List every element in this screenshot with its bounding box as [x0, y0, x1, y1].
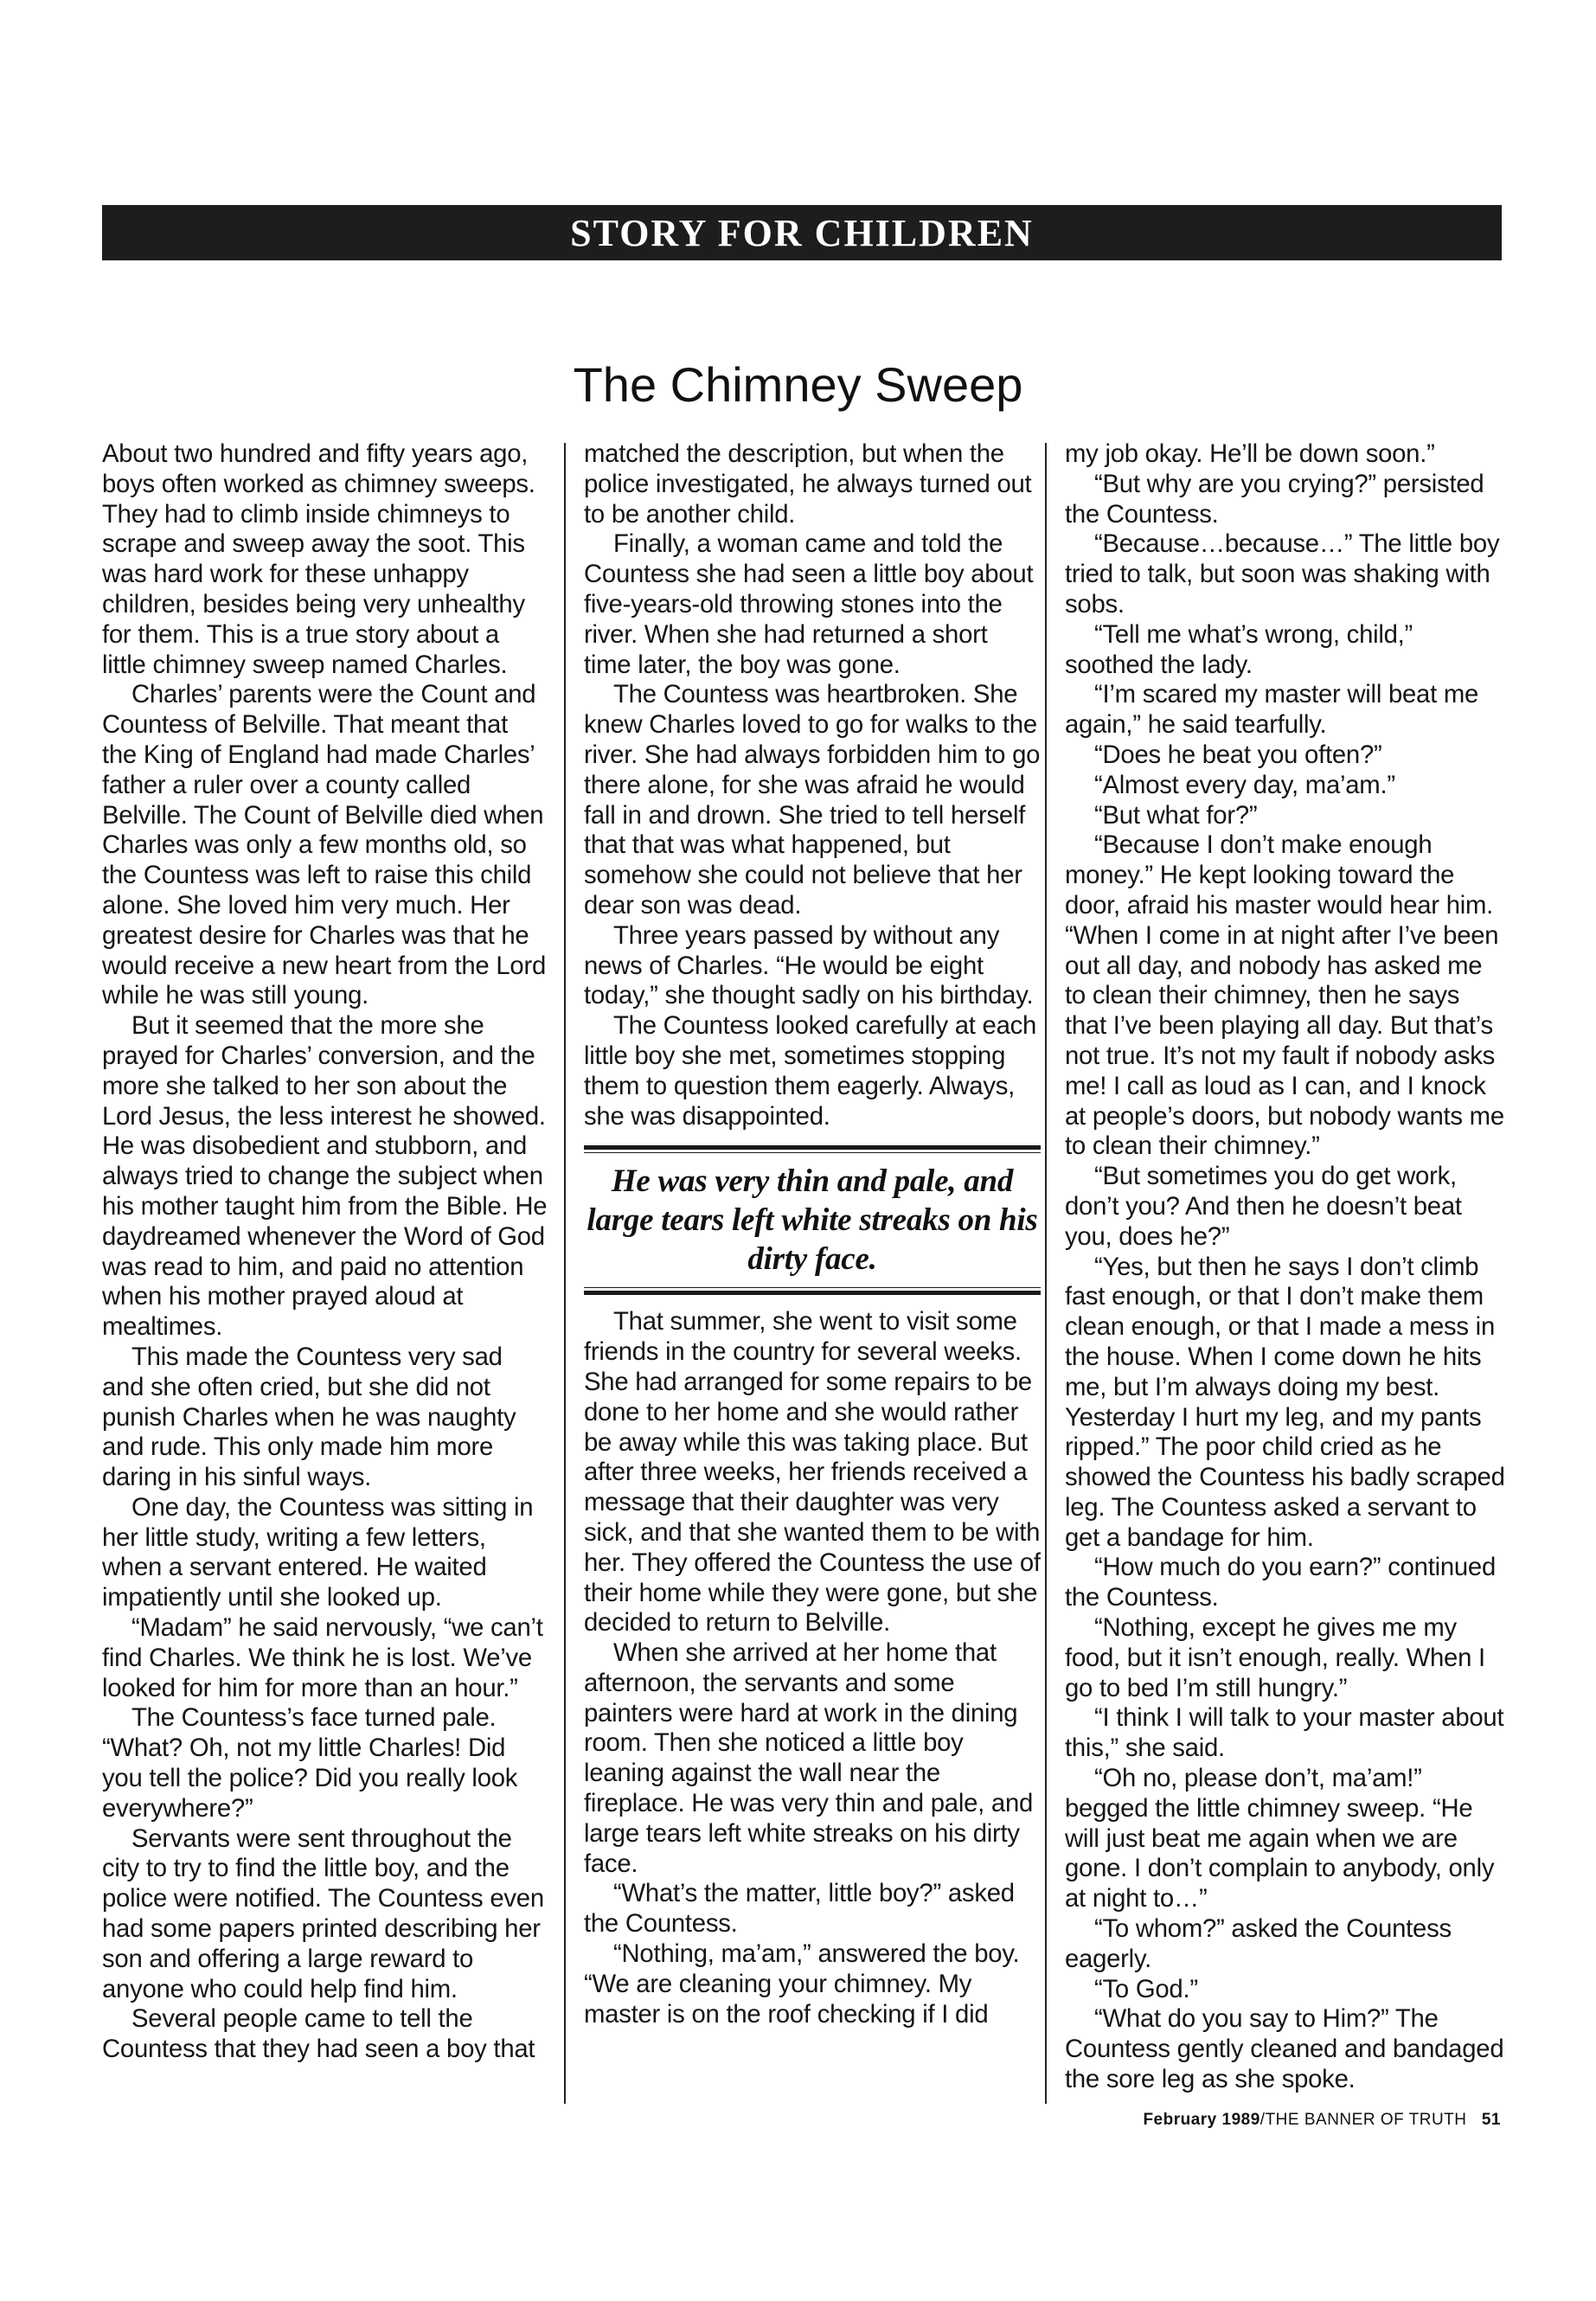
- column-2: [584, 439, 1041, 2111]
- paragraph: “But why are you crying?” persisted the Countess.: [1065, 469, 1484, 529]
- paragraph: “Does he beat you often?”: [1094, 740, 1382, 769]
- paragraph: “I’m scared my master will beat me again,” he said tearfully.: [1065, 680, 1479, 740]
- paragraph: “I think I will talk to your master about this,” she said.: [1065, 1703, 1504, 1763]
- paragraph: “To whom?” asked the Countess eagerly.: [1065, 1914, 1452, 1973]
- paragraph: “Because…because…” The little boy tried to talk, but soon was shaking with sobs.: [1065, 529, 1500, 619]
- column-divider: [564, 443, 566, 2104]
- column-3: [1065, 439, 1506, 2111]
- paragraph: Several people came to tell the Countess that they had seen a boy that: [102, 2004, 535, 2064]
- paragraph: Servants were sent throughout the city to try to find the little boy, and the police were notified. The Countess even had some papers printed describing her son and offering a large reward to anyone who could help find him.: [102, 1823, 544, 2003]
- page-footer: [1143, 2111, 1501, 2130]
- paragraph: “What’s the matter, little boy?” asked the Countess.: [584, 1879, 1015, 1939]
- column-1: [102, 439, 548, 2111]
- paragraph: The Countess’s face turned pale. “What? Oh, not my little Charles! Did you tell the police? Did you really look everywhere?”: [102, 1703, 518, 1823]
- footer-publication: /THE BANNER OF TRUTH: [1259, 2111, 1467, 2129]
- column-divider: [1045, 443, 1047, 2104]
- paragraph: “Oh no, please don’t, ma’am!” begged the little chimney sweep. “He will just beat me again when we are gone. I don’t complain to anybody, only at night to…”: [1065, 1764, 1495, 1913]
- paragraph: That summer, she went to visit some friends in the country for several weeks. She had arranged for some repairs to be done to her home and she would rather be away while this was taking place. But after three weeks, her friends received a message that their daughter was very sick, and that she wanted them to be with her. They offered the Countess the use of their home while they were gone, but she decided to return to Belville.: [584, 1307, 1041, 1638]
- page-number: 51: [1481, 2111, 1501, 2129]
- section-heading: STORY FOR CHILDREN: [570, 211, 1034, 254]
- paragraph: One day, the Countess was sitting in her little study, writing a few letters, when a servant entered. He waited impatiently until she looked up.: [102, 1492, 534, 1612]
- paragraph: “Madam” he said nervously, “we can’t find Charles. We think he is lost. We’ve looked for him for more than an hour.”: [102, 1613, 543, 1702]
- paragraph: The Countess was heartbroken. She knew Charles loved to go for walks to the river. She had always forbidden him to go there alone, for she was afraid he would fall in and drown. She tried to tell herself that that was what happened, but somehow she could not believe that her dear son was dead.: [584, 680, 1041, 920]
- paragraph: “To God.”: [1094, 1974, 1198, 2003]
- paragraph: “Nothing, except he gives me my food, but it isn’t enough, really. When I go to bed I’m still hungry.”: [1065, 1613, 1485, 1702]
- footer-date: February 1989: [1143, 2111, 1260, 2129]
- paragraph: But it seemed that the more she prayed for Charles’ conversion, and the more she talked to her son about the Lord Jesus, the less interest he showed. He was disobedient and stubborn, and always tried to change the subject when his mother taught him from the Bible. He daydreamed whenever the Word of God was read to him, and paid no attention when his mother prayed aloud at mealtimes.: [102, 1011, 548, 1342]
- paragraph: “How much do you earn?” continued the Countess.: [1065, 1553, 1497, 1612]
- paragraph: Finally, a woman came and told the Countess she had seen a little boy about five-years-old throwing stones into the river. When she had returned a short time later, the boy was gone.: [584, 529, 1034, 679]
- paragraph: my job okay. He’ll be down soon.”: [1065, 439, 1435, 468]
- paragraph: “Yes, but then he says I don’t climb fast enough, or that I don’t make them clean enough, or that I made a mess in the house. When I come down he hits me, but I’m always doing my best. Yesterday I hurt my leg, and my pants ripped.” The poor child cried as he showed the Countess his badly scraped leg. The Countess asked a servant to get a bandage for him.: [1065, 1252, 1505, 1552]
- pull-quote: He was very thin and pale, and large tears left white streaks on his dirty face.: [584, 1145, 1041, 1295]
- paragraph: “What do you say to Him?” The Countess gently cleaned and bandaged the sore leg as she spoke.: [1065, 2004, 1504, 2094]
- paragraph: Three years passed by without any news of Charles. “He would be eight today,” she thought sadly on his birthday.: [584, 920, 1034, 1010]
- paragraph: “But what for?”: [1094, 800, 1258, 830]
- paragraph: “Almost every day, ma’am.”: [1094, 770, 1395, 799]
- paragraph: “Nothing, ma’am,” answered the boy. “We are cleaning your chimney. My master is on the roof checking if I did: [584, 1939, 1020, 2029]
- paragraph: When she arrived at her home that afternoon, the servants and some painters were hard at work in the dining room. Then she noticed a little boy leaning against the wall near the fireplace. He was very thin and pale, and large tears left white streaks on his dirty face.: [584, 1638, 1034, 1878]
- paragraph: This made the Countess very sad and she often cried, but she did not punish Charles when he was naughty and rude. This only made him more daring in his sinful ways.: [102, 1342, 516, 1492]
- paragraph: “Because I don’t make enough money.” He kept looking toward the door, afraid his master would hear him. “When I come in at night after I’ve been out all day, and nobody has asked me to clean their chimney, then he says that I’ve been playing all day. But that’s not true. It’s not my fault if nobody asks me! I call as loud as I can, and I knock at people’s doors, but nobody wants me to clean their chimney.”: [1065, 830, 1504, 1161]
- paragraph: Charles’ parents were the Count and Countess of Belville. That meant that the King of England had made Charles’ father a ruler over a county called Belville. The Count of Belville died when Charles was only a few months old, so the Countess was left to raise this child alone. She loved him very much. Her greatest desire for Charles was that he would receive a new heart from the Lord while he was still young.: [102, 680, 546, 1010]
- paragraph: matched the description, but when the police investigated, he always turned out to be another child.: [584, 439, 1032, 529]
- paragraph: “Tell me what’s wrong, child,” soothed the lady.: [1065, 619, 1413, 679]
- section-banner: [102, 205, 1502, 260]
- article-title: The Chimney Sweep: [573, 357, 1023, 412]
- paragraph: The Countess looked carefully at each little boy she met, sometimes stopping them to question them eagerly. Always, she was disappointed.: [584, 1011, 1037, 1131]
- paragraph: “But sometimes you do get work, don’t you? And then he doesn’t beat you, does he?”: [1065, 1162, 1462, 1251]
- paragraph: About two hundred and fifty years ago, boys often worked as chimney sweeps. They had to climb inside chimneys to scrape and sweep away the soot. This was hard work for these unhappy children, besides being very unhealthy for them. This is a true story about a little chimney sweep named Charles.: [102, 439, 535, 679]
